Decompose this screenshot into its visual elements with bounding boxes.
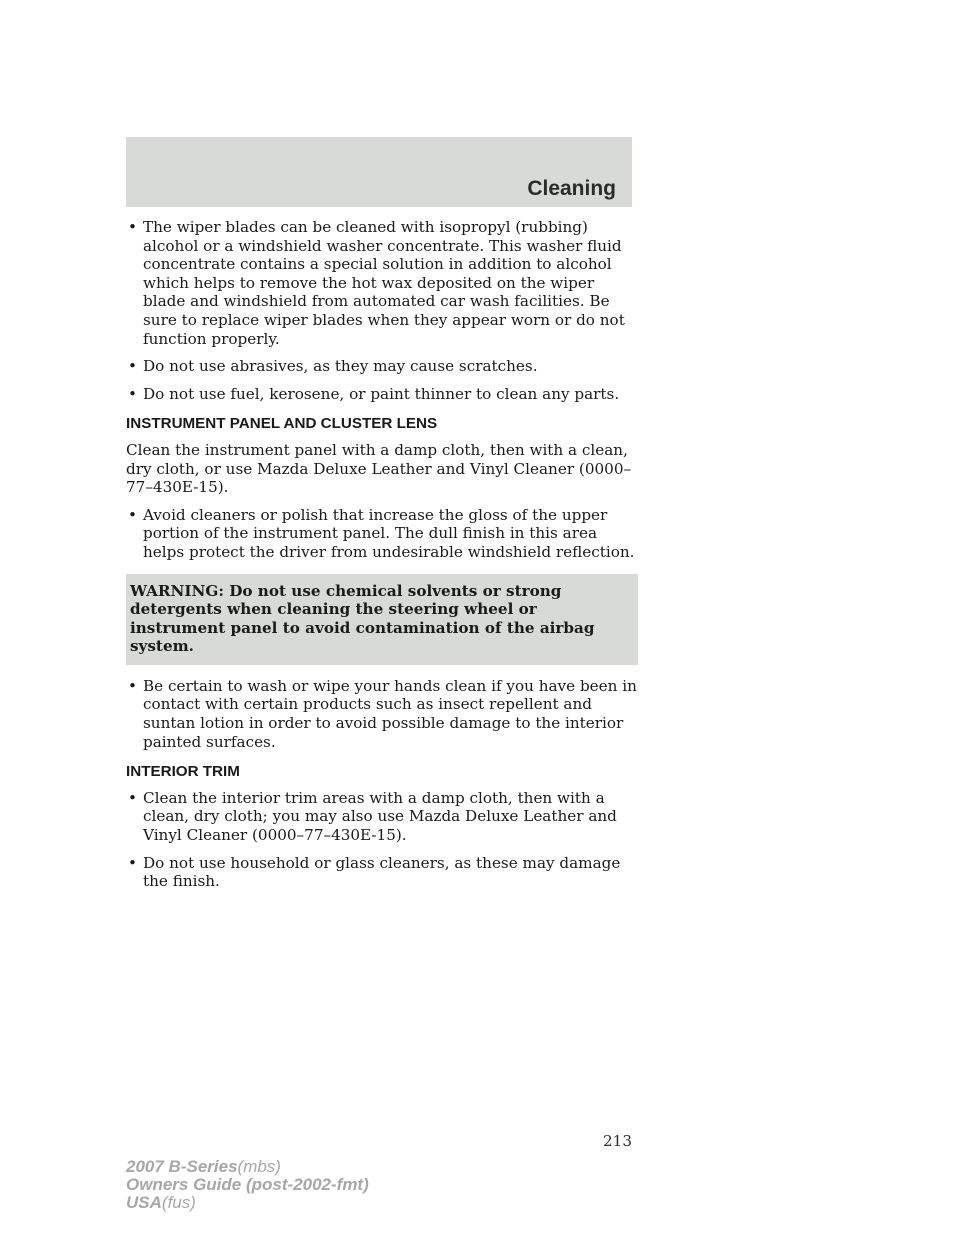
page-number: 213 bbox=[603, 1132, 632, 1150]
list-item: • Clean the interior trim areas with a damp cloth, then with a clean, dry cloth; you may also use Mazda Deluxe Leather and Vinyl Cleaner (0000–77–430E-15). bbox=[128, 788, 617, 845]
list-item: • Do not use abrasives, as they may cause scratches. bbox=[128, 357, 538, 376]
bullet-icon: • bbox=[128, 218, 137, 236]
bullet-icon: • bbox=[128, 505, 137, 524]
bullet-icon: • bbox=[128, 788, 137, 807]
page-content bbox=[126, 218, 638, 900]
footer-line-model: 2007 B-Series(mbs) bbox=[126, 1157, 281, 1176]
list-item: • Do not use fuel, kerosene, or paint thinner to clean any parts. bbox=[128, 384, 620, 403]
warning-box: WARNING: Do not use chemical solvents or strong detergents when cleaning the steering wheel or instrument panel to avoid contamination of the airbag system. bbox=[126, 574, 638, 665]
bullet-icon: • bbox=[128, 384, 137, 403]
section-heading-instrument-panel: INSTRUMENT PANEL AND CLUSTER LENS bbox=[126, 415, 438, 433]
section-title: Cleaning bbox=[527, 177, 616, 200]
document-footer bbox=[126, 1158, 369, 1212]
section-heading-interior-trim: INTERIOR TRIM bbox=[126, 763, 240, 781]
section-header-band bbox=[126, 137, 632, 207]
bullet-icon: • bbox=[128, 357, 137, 376]
list-item: • Avoid cleaners or polish that increase the gloss of the upper portion of the instrument panel. The dull finish in this area helps protect the driver from undesirable windshield reflection. bbox=[128, 505, 635, 561]
bullet-icon: • bbox=[128, 853, 137, 872]
list-item: • The wiper blades can be cleaned with isopropyl (rubbing) alcohol or a windshield washer concentrate. This washer fluid concentrate contains a special solution in addition to alcohol which helps to remove the hot wax deposited on the wiper blade and windshield from automated car wash facilities. Be sure to replace wiper blades when they appear worn or do not function properly. bbox=[128, 218, 625, 348]
footer-line-market: USA(fus) bbox=[126, 1193, 196, 1212]
footer-line-guide: Owners Guide (post-2002-fmt) bbox=[126, 1175, 369, 1194]
list-item: • Be certain to wash or wipe your hands clean if you have been in contact with certain products such as insect repellent and suntan lotion in order to avoid possible damage to the interior painted surfaces. bbox=[128, 676, 637, 751]
list-item: • Do not use household or glass cleaners, as these may damage the finish. bbox=[128, 853, 621, 891]
bullet-icon: • bbox=[128, 676, 137, 695]
paragraph: Clean the instrument panel with a damp cloth, then with a clean, dry cloth, or use Mazda Deluxe Leather and Vinyl Cleaner (0000–77–430E-15). bbox=[126, 440, 632, 497]
